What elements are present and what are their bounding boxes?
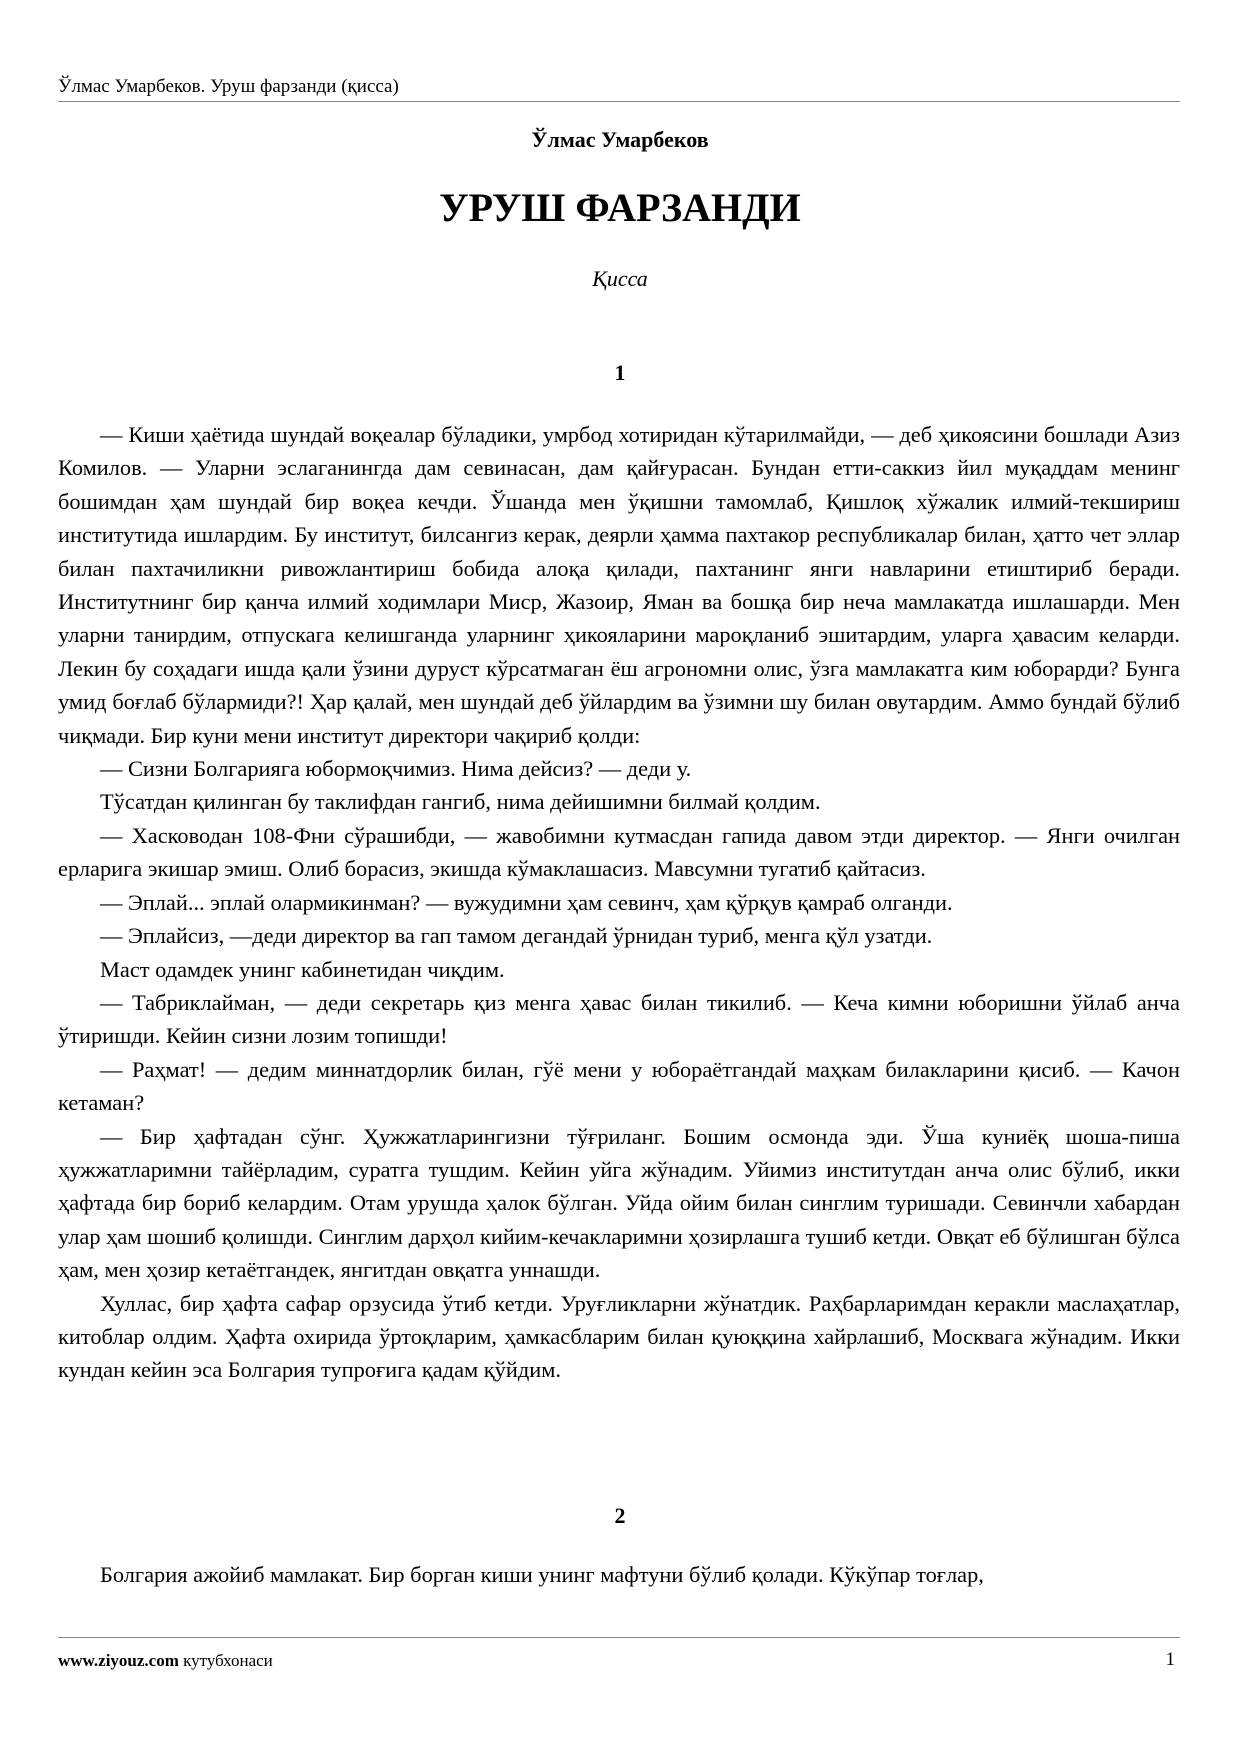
paragraph: — Эплайсиз, —деди директор ва гап тамом дегандай ўрнидан туриб, менга қўл узатди. <box>100 923 933 949</box>
paragraph: Тўсатдан қилинган бу таклифдан гангиб, нима дейишимни билмай қолдим. <box>100 789 821 815</box>
work-title: УРУШ ФАРЗАНДИ <box>439 185 801 230</box>
chapter-2-number: 2 <box>614 1503 626 1528</box>
footer-divider <box>58 1637 1180 1638</box>
paragraph: Маст одамдек унинг кабинетидан чиқдим. <box>100 956 505 982</box>
footer-library-credit <box>58 1651 273 1671</box>
paragraph: — Сизни Болгарияга юбормоқчимиз. Нима дейсиз? — деди у. <box>100 756 692 782</box>
paragraph: — Табриклайман, — деди секретарь қиз менга ҳавас билан тикилиб. — Кеча кимни юборишни ўйлаб анча ўтиришди. Кейин сизни лозим топишди! <box>58 989 1180 1049</box>
paragraph: — Бир ҳафтадан сўнг. Ҳужжатларингизни тўғриланг. Бошим осмонда эди. Ўша куниёқ шоша-пиша ҳужжатларимни тайёрладим, суратга тушдим. Кейин уйга жўнадим. Уйимиз институтдан анча олис бўлиб, икки ҳафтада бир бориб келардим. Отам урушда ҳалок бўлган. Уйда ойим билан синглим туришади. Севинчли хабардан улар ҳам шошиб қолишди. Синглим дарҳол кийим-кечакларимни ҳозирлашга тушиб кетди. Овқат еб бўлишган бўлса ҳам, мен ҳозир кетаётгандек, янгитдан овқатга уннашди. <box>58 1123 1180 1283</box>
author-name: Ўлмас Умарбеков <box>531 127 709 152</box>
paragraph: Хуллас, бир ҳафта сафар орзусида ўтиб кетди. Уруғликларни жўнатдик. Раҳбарларимдан керакли маслаҳатлар, китоблар олдим. Ҳафта охирида ўртоқларим, ҳамкасбларим билан қуюққина хайрлашиб, Москвага жўнадим. Икки кундан кейин эса Болгария тупроғига қадам қўйдим. <box>58 1290 1180 1383</box>
paragraph: — Эплай... эплай олармикинман? — вужудимни ҳам севинч, ҳам қўрқув қамраб олганди. <box>100 889 953 915</box>
chapter-1-text <box>58 418 1180 1387</box>
paragraph: Болгария ажойиб мамлакат. Бир борган киши унинг мафтуни бўлиб қолади. Кўкўпар тоғлар, <box>100 1562 984 1587</box>
header-divider <box>58 101 1180 102</box>
chapter-2-text <box>58 1558 1180 1591</box>
page-number: 1 <box>1165 1649 1175 1670</box>
footer-site-suffix: кутубхонаси <box>178 1651 273 1670</box>
paragraph: — Хасководан 108-Фни сўрашибди, — жавобимни кутмасдан гапида давом этди директор. — Янги очилган ерларига экишар эмиш. Олиб борасиз, экишда кўмаклашасиз. Мавсумни тугатиб қайтасиз. <box>58 822 1180 882</box>
paragraph: — Киши ҳаётида шундай воқеалар бўладики, умрбод хотиридан кўтарилмайди, — деб ҳикоясини бошлади Азиз Комилов. — Уларни эслаганингда дам севинасан, дам қайғурасан. Бундан етти-саккиз йил муқаддам менинг бошимдан ҳам шундай бир воқеа кечди. Ўшанда мен ўқишни тамомлаб, Қишлоқ хўжалик илмий-текшириш институтида ишлардим. Бу институт, билсангиз керак, деярли ҳамма пахтакор республикалар билан, ҳатто чет эллар билан пахтачиликни ривожлантириш бобида алоқа қилади, пахтанинг янги навларини етиштириб беради. Институтнинг бир қанча илмий ходимлари Миср, Жазоир, Яман ва бошқа бир неча мамлакатда ишлашарди. Мен уларни танирдим, отпускага келишганда уларнинг ҳикояларини мароқланиб эшитардим, уларга ҳавасим келарди. Лекин бу соҳадаги ишда қали ўзини дуруст кўрсатмаган ёш агрономни олис, ўзга мамлакатга ким юборарди? Бунга умид боғлаб бўлармиди?! Ҳар қалай, мен шундай деб ўйлардим ва ўзимни шу билан овутардим. Аммо бундай бўлиб чиқмади. Бир куни мени институт директори чақириб қолди: <box>58 422 1180 748</box>
work-genre: Қисса <box>592 266 648 291</box>
chapter-1-number: 1 <box>614 360 626 385</box>
running-header: Ўлмас Умарбеков. Уруш фарзанди (қисса) <box>58 76 399 97</box>
paragraph: — Раҳмат! — дедим миннатдорлик билан, гўё мени у юбораётгандай маҳкам билакларини қисиб. — Качон кетаман? <box>58 1056 1180 1116</box>
footer-site-link[interactable]: www.ziyouz.com <box>58 1651 179 1670</box>
